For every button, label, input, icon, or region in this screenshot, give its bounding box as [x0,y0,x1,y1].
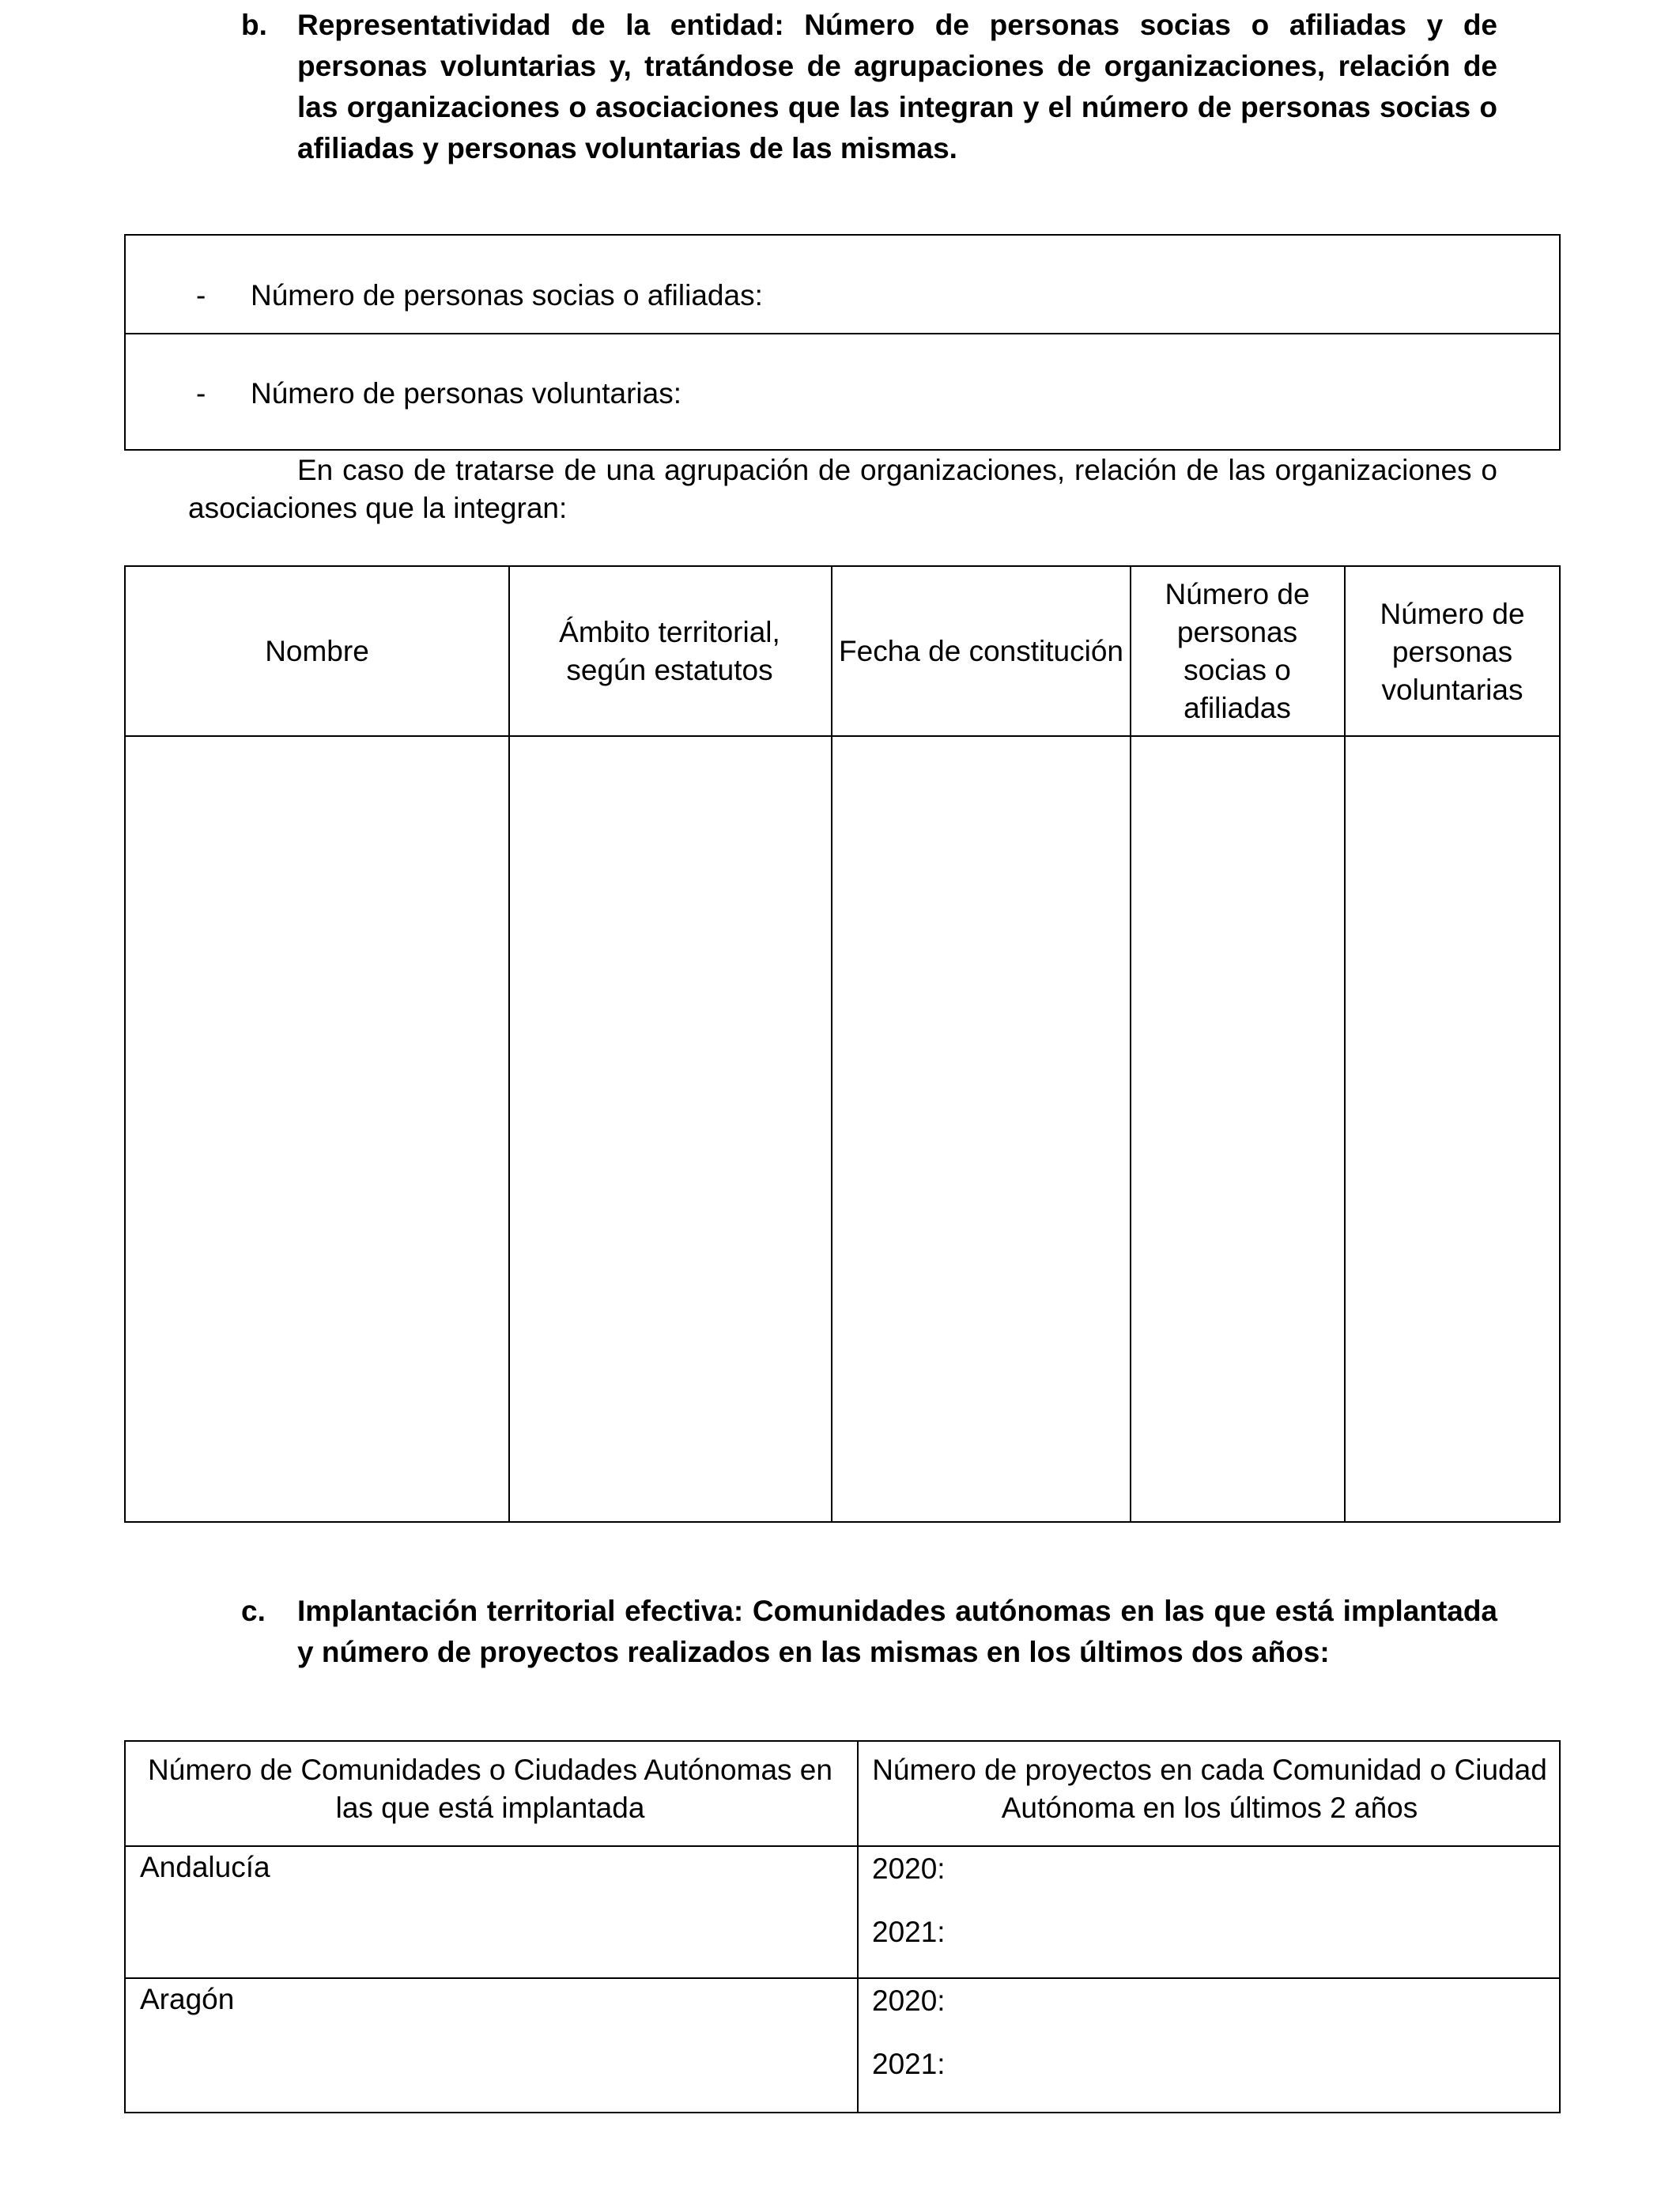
org-table-column-divider [1344,565,1346,1523]
region-year-2020: 2020: [872,1984,946,2017]
regions-header-projects: Número de proyectos en cada Comunidad o Ciudad Autónoma en los últimos 2 años [872,1754,1547,1824]
counts-box-divider [124,333,1561,334]
region-year-2021: 2021: [872,2048,946,2080]
org-header-scope: Ámbito territorial, según estatutos [559,615,780,686]
regions-table-row-divider [124,1977,1561,1979]
regions-table-column-divider [857,1740,859,2113]
partners-count-label: Número de personas socias o afiliadas: [251,279,763,312]
org-header-name: Nombre [265,634,369,667]
section-b-letter: b. [241,9,267,41]
org-table-column-divider [1130,565,1131,1523]
regions-header-communities: Número de Comunidades o Ciudades Autónomas en las que está implantada [148,1754,832,1824]
org-table-column-divider [508,565,510,1523]
section-c-text: Implantación territorial efectiva: Comunidades autónomas en las que está implantada y número de proyectos realizados en las mismas en los últimos dos años: [297,1595,1497,1668]
region-year-2021: 2021: [872,1916,946,1948]
region-name: Aragón [140,1983,235,2015]
region-year-2020: 2020: [872,1852,946,1885]
org-header-partners: Número de personas socias o afiliadas [1165,577,1310,724]
region-name: Andalucía [140,1851,270,1883]
volunteers-count-label: Número de personas voluntarias: [251,377,682,410]
regions-table-header-divider [124,1845,1561,1847]
org-header-volunteers: Número de personas voluntarias [1380,598,1525,706]
org-header-founding-date: Fecha de constitución [839,634,1123,667]
bullet-dash: - [196,279,206,312]
section-c-letter: c. [241,1595,266,1627]
section-b-text: Representatividad de la entidad: Número de personas socias o afiliadas y de personas voluntarias y, tratándose de agrupaciones de organizaciones, relación de las organizaciones o asociaciones que las integran y el número de personas socias o afiliadas y personas voluntarias de las mismas. [297,9,1497,164]
grouping-paragraph: En caso de tratarse de una agrupación de organizaciones, relación de las organizaciones o asociaciones que la integran: [188,454,1497,524]
counts-box [124,234,1561,451]
bullet-dash: - [196,377,206,410]
